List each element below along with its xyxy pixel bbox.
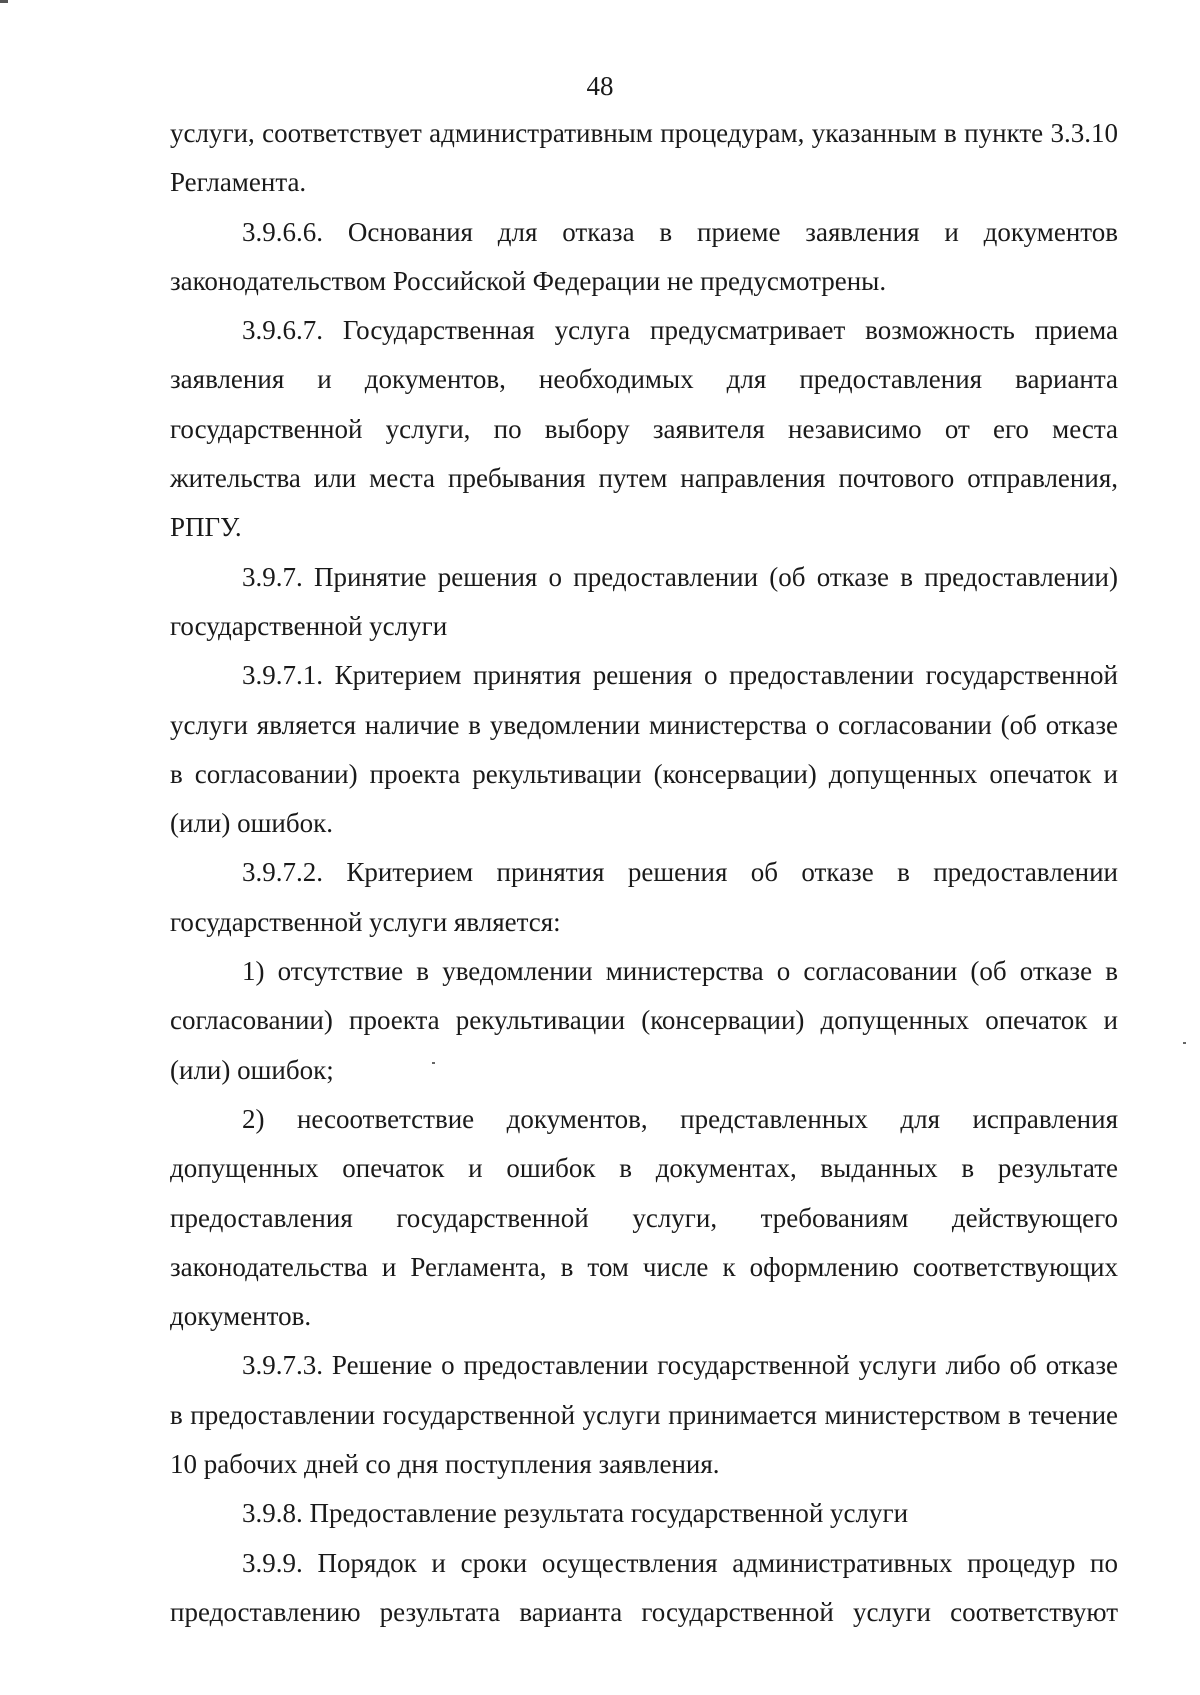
paragraph-3-9-7-1: 3.9.7.1. Критерием принятия решения о предоставлении государственной услуги является наличие в уведомлении министерства о согласовании (об отказе в согласовании) проекта рекультивации (консервации) допущенных опечаток и (или) ошибок. <box>170 660 1118 839</box>
paragraph-3-9-8: 3.9.8. Предоставление результата государственной услуги <box>242 1498 909 1529</box>
scan-artifact-dot <box>1183 1042 1186 1044</box>
list-item-1: 1) отсутствие в уведомлении министерства о согласовании (об отказе в согласовании) проекта рекультивации (консервации) допущенных опечаток и (или) ошибок; <box>170 956 1118 1085</box>
paragraph-3-9-7-2: 3.9.7.2. Критерием принятия решения об отказе в предоставлении государственной услуги является: <box>170 857 1118 937</box>
list-item-2: 2) несоответствие документов, представленных для исправления допущенных опечаток и ошибок в документах, выданных в результате предоставления государственной услуги, требованиям действующего законодательства и Регламента, в том числе к оформлению соответствующих документов. <box>170 1103 1118 1332</box>
paragraph-continuation: услуги, соответствует административным процедурам, указанным в пункте 3.3.10 Регламента. <box>170 118 1118 198</box>
paragraph-3-9-9: 3.9.9. Порядок и сроки осуществления административных процедур по предоставлению результата варианта государственной услуги соответствуют <box>170 1547 1118 1627</box>
paragraph-3-9-6-6: 3.9.6.6. Основания для отказа в приеме заявления и документов законодательством Российской Федерации не предусмотрены. <box>170 216 1118 296</box>
paragraph-3-9-6-7: 3.9.6.7. Государственная услуга предусматривает возможность приема заявления и документов, необходимых для предоставления варианта государственной услуги, по выбору заявителя независимо от его места жительства или места пребывания путем направления почтового отправления, РПГУ. <box>170 315 1118 543</box>
scan-artifact-dot <box>432 1062 435 1064</box>
document-body <box>170 109 1118 1637</box>
page-number: 48 <box>586 71 614 101</box>
paragraph-3-9-7-3: 3.9.7.3. Решение о предоставлении государственной услуги либо об отказе в предоставлении государственной услуги принимается министерством в течение 10 рабочих дней со дня поступления заявления. <box>170 1350 1118 1480</box>
scan-corner-mark <box>0 0 8 3</box>
paragraph-3-9-7: 3.9.7. Принятие решения о предоставлении (об отказе в предоставлении) государственной услуги <box>170 561 1118 641</box>
